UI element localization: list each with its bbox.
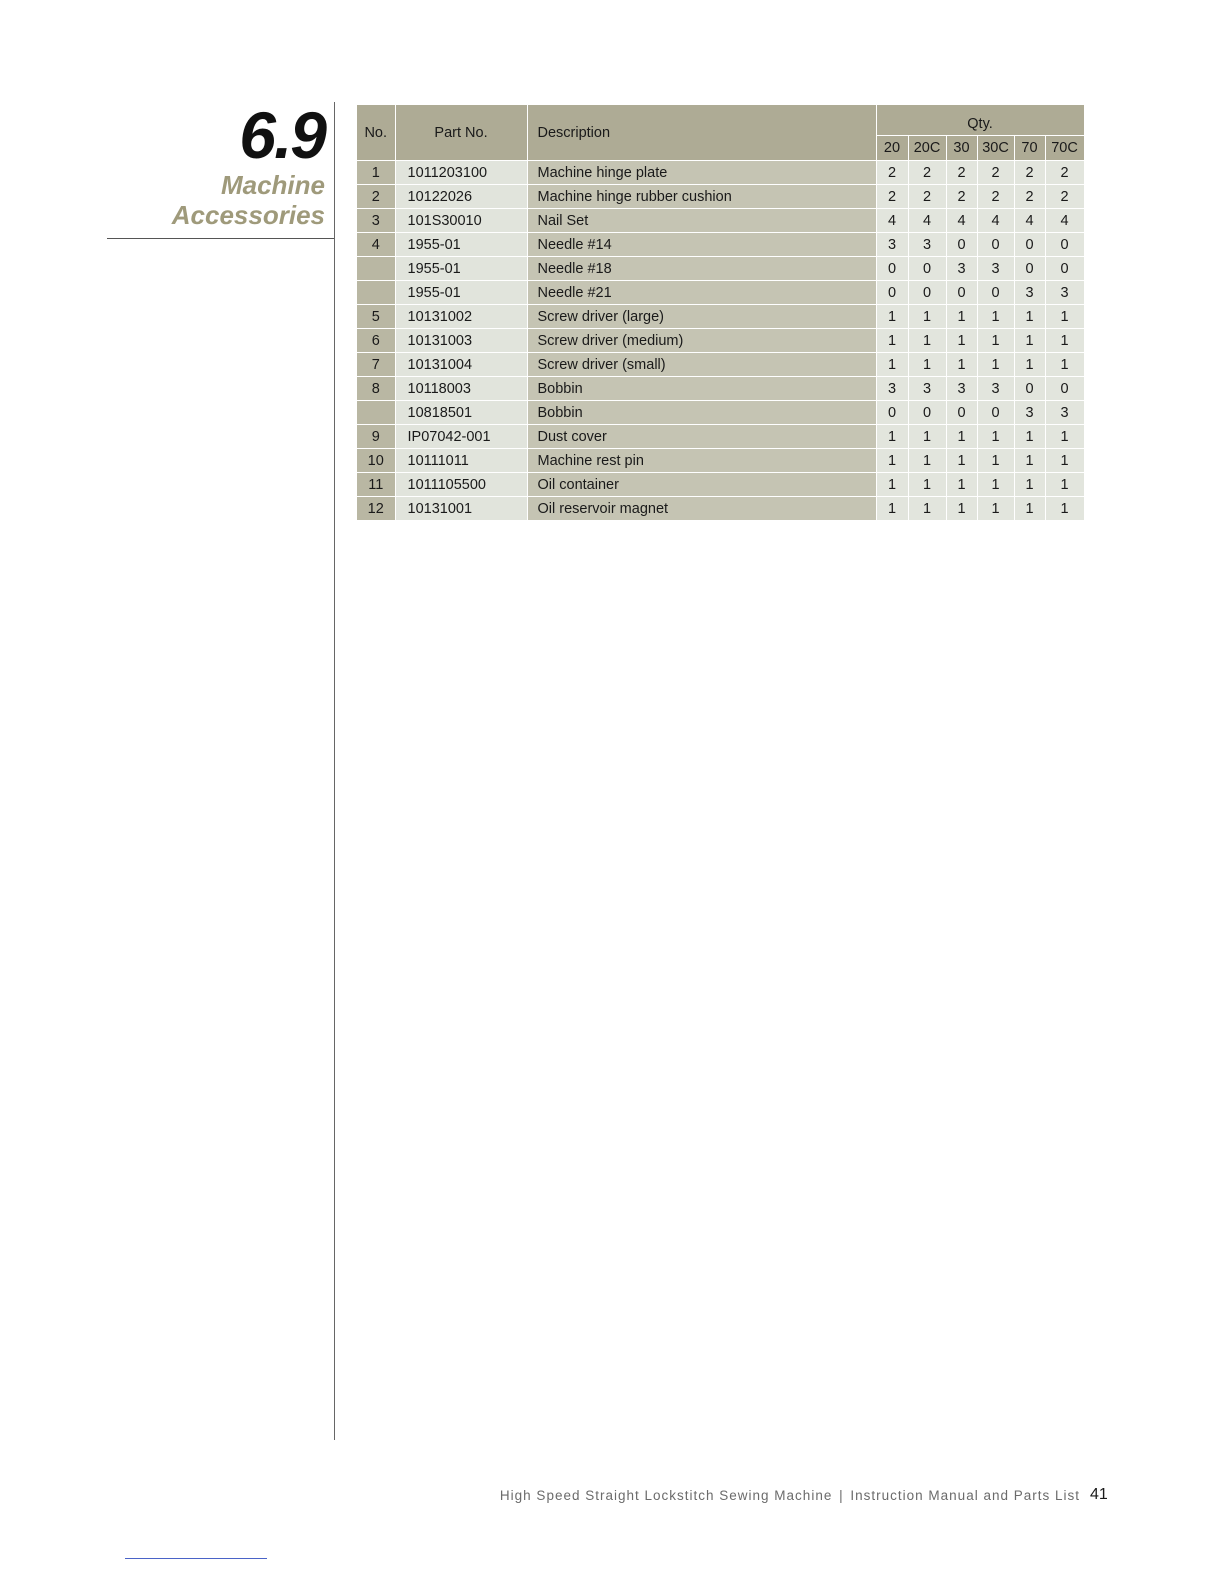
cell-part-no: 1011105500 xyxy=(395,473,527,497)
table-row xyxy=(357,329,1084,353)
header-qty-label: Qty. xyxy=(967,116,993,132)
cell-qty: 3 xyxy=(1014,281,1045,305)
cell-qty: 1 xyxy=(977,473,1014,497)
cell-part-no: 101S30010 xyxy=(395,209,527,233)
cell-part-no: 10122026 xyxy=(395,185,527,209)
section-title-line-2: Accessories xyxy=(171,200,325,230)
cell-qty: 1 xyxy=(946,425,977,449)
cell-description: Machine hinge plate xyxy=(527,161,876,185)
cell-qty: 0 xyxy=(1014,377,1045,401)
cell-qty: 2 xyxy=(977,185,1014,209)
cell-qty: 1 xyxy=(1045,425,1084,449)
cell-part-no: 10131004 xyxy=(395,353,527,377)
cell-qty: 3 xyxy=(977,257,1014,281)
header-part-no: Part No. xyxy=(395,105,527,161)
table-row xyxy=(357,257,1084,281)
cell-qty: 1 xyxy=(1014,449,1045,473)
cell-qty: 0 xyxy=(908,281,946,305)
header-model: 30C xyxy=(977,136,1014,161)
cell-qty: 2 xyxy=(1045,185,1084,209)
table-row xyxy=(357,209,1084,233)
table-row xyxy=(357,233,1084,257)
cell-part-no: 1955-01 xyxy=(395,257,527,281)
cell-no: 3 xyxy=(357,209,395,233)
cell-no: 9 xyxy=(357,425,395,449)
cell-qty: 2 xyxy=(977,161,1014,185)
page-footer xyxy=(440,1488,1080,1503)
cell-qty: 2 xyxy=(876,185,908,209)
cell-qty: 1 xyxy=(1045,329,1084,353)
footer-title: High Speed Straight Lockstitch Sewing Machine xyxy=(499,1488,833,1503)
cell-qty: 1 xyxy=(977,329,1014,353)
cell-qty: 1 xyxy=(876,497,908,521)
header-model: 70 xyxy=(1014,136,1045,161)
cell-description: Needle #14 xyxy=(527,233,876,257)
header-model: 30 xyxy=(946,136,977,161)
cell-qty: 1 xyxy=(946,449,977,473)
cell-qty: 1 xyxy=(1045,353,1084,377)
cell-qty: 1 xyxy=(1045,305,1084,329)
cell-qty: 1 xyxy=(977,425,1014,449)
cell-qty: 3 xyxy=(876,377,908,401)
cell-qty: 4 xyxy=(876,209,908,233)
header-divider xyxy=(107,238,335,239)
footer-separator: | xyxy=(839,1488,844,1503)
cell-description: Needle #18 xyxy=(527,257,876,281)
cell-no: 7 xyxy=(357,353,395,377)
section-number: 6.9 xyxy=(239,98,325,172)
cell-qty: 0 xyxy=(946,233,977,257)
table-header xyxy=(357,105,1084,161)
cell-qty: 3 xyxy=(908,233,946,257)
cell-qty: 0 xyxy=(876,401,908,425)
cell-qty: 0 xyxy=(1014,257,1045,281)
table-row xyxy=(357,161,1084,185)
cell-qty: 3 xyxy=(977,377,1014,401)
cell-no: 5 xyxy=(357,305,395,329)
cell-qty: 1 xyxy=(876,425,908,449)
cell-qty: 0 xyxy=(946,281,977,305)
cell-part-no: 10118003 xyxy=(395,377,527,401)
cell-no: 6 xyxy=(357,329,395,353)
cell-qty: 0 xyxy=(977,401,1014,425)
cell-no xyxy=(357,257,395,281)
cell-description: Bobbin xyxy=(527,401,876,425)
cell-qty: 0 xyxy=(908,257,946,281)
table-row xyxy=(357,353,1084,377)
cell-qty: 3 xyxy=(1045,401,1084,425)
cell-qty: 1 xyxy=(977,305,1014,329)
cell-qty: 4 xyxy=(946,209,977,233)
cell-qty: 2 xyxy=(946,161,977,185)
cell-no xyxy=(357,401,395,425)
cell-qty: 1 xyxy=(876,305,908,329)
header-model: 20C xyxy=(908,136,946,161)
cell-description: Screw driver (small) xyxy=(527,353,876,377)
cell-qty: 1 xyxy=(946,473,977,497)
section-header xyxy=(100,100,325,230)
cell-no: 11 xyxy=(357,473,395,497)
cell-qty: 2 xyxy=(908,185,946,209)
cell-description: Oil container xyxy=(527,473,876,497)
cell-qty: 4 xyxy=(977,209,1014,233)
cell-description: Needle #21 xyxy=(527,281,876,305)
cell-qty: 1 xyxy=(908,425,946,449)
cell-qty: 2 xyxy=(908,161,946,185)
cell-qty: 1 xyxy=(908,353,946,377)
cell-description: Machine rest pin xyxy=(527,449,876,473)
cell-qty: 3 xyxy=(876,233,908,257)
header-model: 70C xyxy=(1045,136,1084,161)
cell-description: Screw driver (medium) xyxy=(527,329,876,353)
cell-qty: 2 xyxy=(1014,161,1045,185)
table-row xyxy=(357,449,1084,473)
cell-qty: 1 xyxy=(1014,473,1045,497)
cell-qty: 0 xyxy=(876,281,908,305)
cell-qty: 1 xyxy=(876,449,908,473)
parts-table xyxy=(357,105,1085,521)
table-row xyxy=(357,377,1084,401)
table-row xyxy=(357,401,1084,425)
cell-qty: 1 xyxy=(946,305,977,329)
cell-no xyxy=(357,281,395,305)
cell-qty: 1 xyxy=(1014,425,1045,449)
header-no: No. xyxy=(357,105,395,161)
cell-part-no: 10818501 xyxy=(395,401,527,425)
cell-no: 1 xyxy=(357,161,395,185)
cell-no: 2 xyxy=(357,185,395,209)
cell-part-no: 1955-01 xyxy=(395,233,527,257)
cell-part-no: 10131002 xyxy=(395,305,527,329)
cell-qty: 2 xyxy=(1045,161,1084,185)
cell-qty: 4 xyxy=(1014,209,1045,233)
cell-qty: 0 xyxy=(1014,233,1045,257)
cell-no: 8 xyxy=(357,377,395,401)
cell-qty: 0 xyxy=(946,401,977,425)
cell-part-no: 1955-01 xyxy=(395,281,527,305)
cell-qty: 3 xyxy=(1045,281,1084,305)
cell-qty: 1 xyxy=(977,449,1014,473)
cell-part-no: 10131001 xyxy=(395,497,527,521)
cell-qty: 1 xyxy=(946,329,977,353)
link-underline xyxy=(125,1558,267,1559)
cell-qty: 1 xyxy=(876,473,908,497)
cell-qty: 1 xyxy=(876,353,908,377)
cell-qty: 1 xyxy=(977,353,1014,377)
section-title-line-1: Machine xyxy=(220,170,325,200)
header-model: 20 xyxy=(876,136,908,161)
table-row xyxy=(357,497,1084,521)
cell-description: Screw driver (large) xyxy=(527,305,876,329)
cell-qty: 1 xyxy=(1045,473,1084,497)
cell-qty: 2 xyxy=(1014,185,1045,209)
cell-part-no: 1011203100 xyxy=(395,161,527,185)
cell-qty: 1 xyxy=(977,497,1014,521)
table-row xyxy=(357,305,1084,329)
cell-qty: 1 xyxy=(1014,305,1045,329)
cell-qty: 0 xyxy=(1045,233,1084,257)
cell-qty: 3 xyxy=(908,377,946,401)
cell-no: 4 xyxy=(357,233,395,257)
page-number: 41 xyxy=(1090,1486,1108,1503)
cell-qty: 2 xyxy=(946,185,977,209)
cell-qty: 1 xyxy=(946,353,977,377)
cell-qty: 1 xyxy=(908,305,946,329)
cell-qty: 0 xyxy=(908,401,946,425)
header-description: Description xyxy=(527,105,876,161)
table-row xyxy=(357,425,1084,449)
cell-qty: 1 xyxy=(1045,449,1084,473)
cell-qty: 1 xyxy=(908,497,946,521)
cell-qty: 1 xyxy=(1014,353,1045,377)
cell-qty: 1 xyxy=(908,329,946,353)
cell-description: Bobbin xyxy=(527,377,876,401)
cell-part-no: 10111011 xyxy=(395,449,527,473)
cell-qty: 0 xyxy=(1045,377,1084,401)
cell-description: Machine hinge rubber cushion xyxy=(527,185,876,209)
footer-subtitle: Instruction Manual and Parts List xyxy=(850,1488,1080,1503)
cell-description: Dust cover xyxy=(527,425,876,449)
cell-part-no: 10131003 xyxy=(395,329,527,353)
header-qty xyxy=(876,105,1084,136)
table-row xyxy=(357,473,1084,497)
cell-qty: 1 xyxy=(1014,497,1045,521)
cell-qty: 1 xyxy=(946,497,977,521)
cell-qty: 4 xyxy=(1045,209,1084,233)
cell-qty: 1 xyxy=(908,473,946,497)
cell-qty: 1 xyxy=(1014,329,1045,353)
cell-part-no: IP07042-001 xyxy=(395,425,527,449)
cell-qty: 4 xyxy=(908,209,946,233)
cell-qty: 1 xyxy=(1045,497,1084,521)
cell-no: 12 xyxy=(357,497,395,521)
cell-qty: 1 xyxy=(908,449,946,473)
cell-no: 10 xyxy=(357,449,395,473)
cell-qty: 0 xyxy=(977,281,1014,305)
vertical-divider xyxy=(334,102,335,1440)
table-row xyxy=(357,281,1084,305)
cell-description: Nail Set xyxy=(527,209,876,233)
cell-qty: 1 xyxy=(876,329,908,353)
cell-description: Oil reservoir magnet xyxy=(527,497,876,521)
cell-qty: 3 xyxy=(946,377,977,401)
cell-qty: 0 xyxy=(977,233,1014,257)
cell-qty: 0 xyxy=(876,257,908,281)
cell-qty: 2 xyxy=(876,161,908,185)
cell-qty: 3 xyxy=(1014,401,1045,425)
cell-qty: 0 xyxy=(1045,257,1084,281)
cell-qty: 3 xyxy=(946,257,977,281)
table-body xyxy=(357,161,1084,521)
table-row xyxy=(357,185,1084,209)
